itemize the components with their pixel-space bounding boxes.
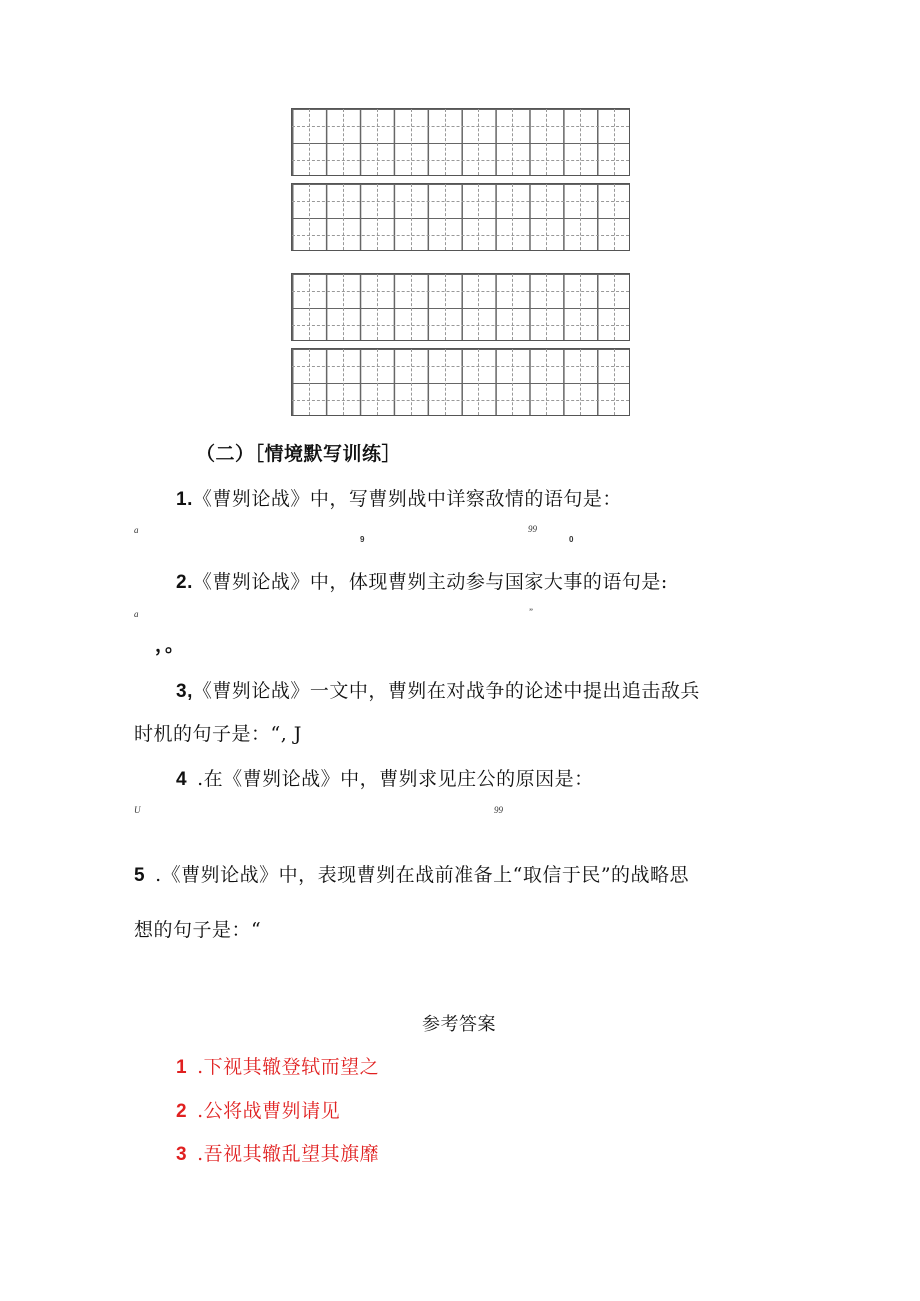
grid-guide xyxy=(309,184,310,250)
section-heading: （二）［情境默写训练］ xyxy=(196,443,402,465)
grid-guide xyxy=(580,184,581,250)
question-3 xyxy=(176,676,700,703)
grid-guide xyxy=(411,109,412,175)
grid-guide xyxy=(478,349,479,415)
grid-guide xyxy=(445,184,446,250)
answers-title: 参考答案 xyxy=(422,1014,496,1035)
grid-guide xyxy=(614,349,615,415)
answer-text: .下视其辙登轼而望之 xyxy=(197,1056,380,1078)
grid-guide xyxy=(309,349,310,415)
grid-guide xyxy=(411,184,412,250)
writing-grid-2 xyxy=(291,183,630,251)
grid-guide xyxy=(343,349,344,415)
answer-2 xyxy=(176,1096,340,1123)
grid-guide xyxy=(546,274,547,340)
grid-guide xyxy=(343,109,344,175)
quote-mark: a xyxy=(134,525,139,535)
answer-3 xyxy=(176,1139,379,1166)
answer-number: 1 xyxy=(176,1057,188,1078)
question-text: 《曹刿论战》中，写曹刿战中详察敌情的语句是： xyxy=(192,488,622,510)
grid-guide xyxy=(580,349,581,415)
grid-guide xyxy=(478,274,479,340)
grid-guide xyxy=(309,274,310,340)
answer-text: .公将战曹刿请见 xyxy=(197,1100,341,1122)
grid-guide xyxy=(377,349,378,415)
question-5 xyxy=(134,860,689,887)
grid-guide xyxy=(546,109,547,175)
grid-guide xyxy=(411,274,412,340)
quote-mark: 99 xyxy=(528,524,537,534)
grid-guide xyxy=(377,184,378,250)
grid-guide xyxy=(445,274,446,340)
question-text: 《曹刿论战》中，体现曹刿主动参与国家大事的语句是: xyxy=(192,571,668,593)
grid-guide xyxy=(377,274,378,340)
grid-guide xyxy=(445,349,446,415)
question-5-continuation: 想的句子是：“ xyxy=(134,919,262,941)
question-1 xyxy=(176,484,622,511)
grid-guide xyxy=(614,184,615,250)
question-number: 5 xyxy=(134,865,146,886)
question-text: .在《曹刿论战》中，曹刿求见庄公的原因是： xyxy=(197,768,594,790)
quote-mark: a xyxy=(134,609,139,619)
answer-tail: ，。 xyxy=(155,634,185,656)
grid-guide xyxy=(512,184,513,250)
grid-guide xyxy=(343,274,344,340)
grid-guide xyxy=(411,349,412,415)
grid-guide xyxy=(546,184,547,250)
answer-number: 2 xyxy=(176,1101,188,1122)
grid-guide xyxy=(309,109,310,175)
grid-guide xyxy=(478,109,479,175)
answer-number: 3 xyxy=(176,1144,188,1165)
grid-guide xyxy=(512,274,513,340)
grid-guide xyxy=(512,109,513,175)
quote-mark: ” xyxy=(528,607,534,617)
grid-guide xyxy=(546,349,547,415)
question-number: 2. xyxy=(176,572,193,593)
grid-guide xyxy=(580,274,581,340)
grid-guide xyxy=(478,184,479,250)
answer-1 xyxy=(176,1052,379,1079)
grid-guide xyxy=(343,184,344,250)
writing-grid-3 xyxy=(291,273,630,341)
question-number: 1. xyxy=(176,489,193,510)
question-3-continuation: 时机的句子是：“, J xyxy=(134,723,302,745)
period-mark: 0 xyxy=(569,535,574,544)
question-text: .《曹刿论战》中，表现曹刿在战前准备上“取信于民”的战略思 xyxy=(155,864,690,886)
question-number: 3, xyxy=(176,681,193,702)
grid-guide xyxy=(377,109,378,175)
question-text: 《曹刿论战》一文中，曹刿在对战争的论述中提出追击敌兵 xyxy=(192,680,700,702)
grid-guide xyxy=(580,109,581,175)
grid-guide xyxy=(614,109,615,175)
question-4 xyxy=(176,764,594,791)
question-2 xyxy=(176,567,668,594)
question-number: 4 xyxy=(176,769,188,790)
writing-grid-4 xyxy=(291,348,630,416)
answer-text: .吾视其辙乱望其旗靡 xyxy=(197,1143,380,1165)
comma-mark: 9 xyxy=(360,535,365,544)
grid-guide xyxy=(512,349,513,415)
quote-mark: 99 xyxy=(494,805,503,815)
grid-guide xyxy=(614,274,615,340)
grid-guide xyxy=(445,109,446,175)
quote-mark: U xyxy=(134,805,141,815)
writing-grid-1 xyxy=(291,108,630,176)
